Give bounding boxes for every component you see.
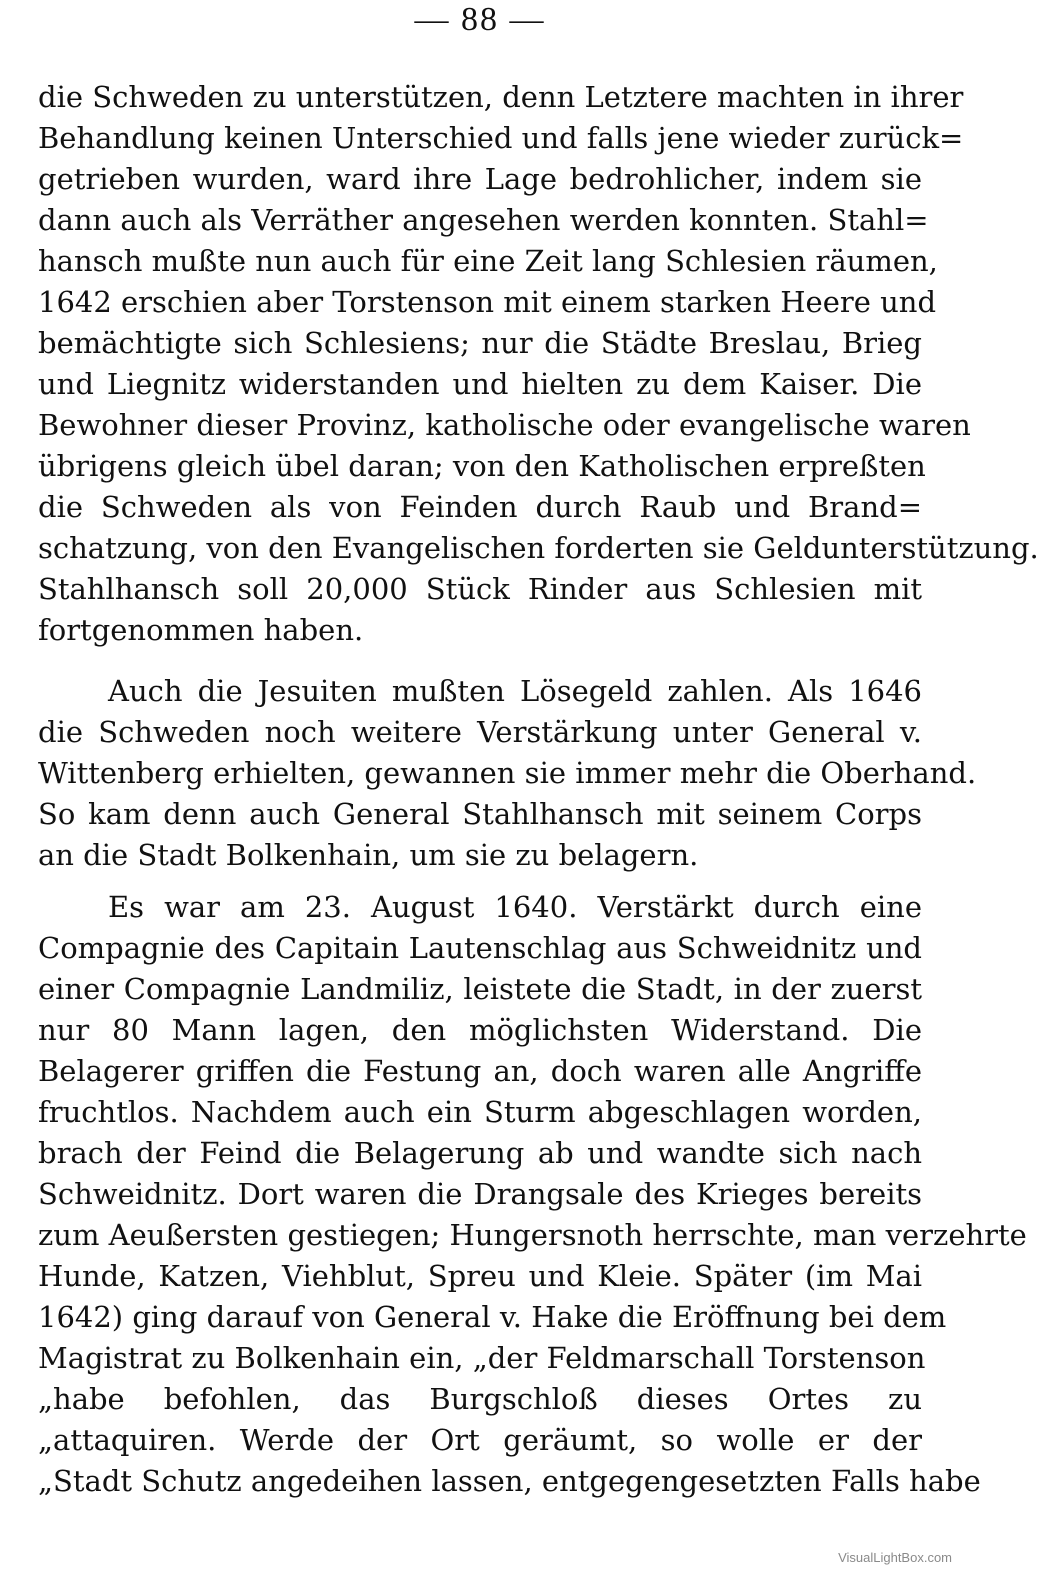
watermark: VisualLightBox.com [838,1550,952,1565]
page-number: — 88 — [414,1,546,38]
text-line: einer Compagnie Landmiliz, leistete die Stadt, in der zuerst [38,972,922,1006]
text-line: fruchtlos. Nachdem auch ein Sturm abgeschlagen worden, [38,1095,922,1129]
text-line: Auch die Jesuiten mußten Lösegeld zahlen. Als 1646 [108,674,922,708]
text-line: übrigens gleich übel daran; von den Katholischen erpreßten [38,449,926,483]
text-line: Magistrat zu Bolkenhain ein, „der Feldmarschall Torstenson [38,1341,926,1375]
text-line: zum Aeußersten gestiegen; Hungersnoth herrschte, man verzehrte [38,1218,1027,1252]
text-line: nur 80 Mann lagen, den möglichsten Widerstand. Die [38,1013,922,1047]
text-line: Compagnie des Capitain Lautenschlag aus Schweidnitz und [38,931,922,965]
text-line: „habe befohlen, das Burgschloß dieses Ortes zu [38,1382,922,1416]
text-line: und Liegnitz widerstanden und hielten zu dem Kaiser. Die [38,367,922,401]
text-line: schatzung, von den Evangelischen forderten sie Geldunterstützung. [38,531,1039,565]
text-line: hansch mußte nun auch für eine Zeit lang Schlesien räumen, [38,244,938,278]
text-line: 1642 erschien aber Torstenson mit einem starken Heere und [38,285,937,319]
text-line: Stahlhansch soll 20,000 Stück Rinder aus Schlesien mit [38,572,922,606]
text-line: Schweidnitz. Dort waren die Drangsale des Krieges bereits [38,1177,922,1211]
text-line: So kam denn auch General Stahlhansch mit seinem Corps [38,797,922,831]
text-line: dann auch als Verräther angesehen werden konnten. Stahl= [38,203,929,237]
text-line: die Schweden noch weitere Verstärkung unter General v. [38,715,922,749]
text-line: 1642) ging darauf von General v. Hake die Eröffnung bei dem [38,1300,947,1334]
text-line: an die Stadt Bolkenhain, um sie zu belagern. [38,838,699,872]
paragraph-2 [38,671,977,876]
text-line: fortgenommen haben. [38,613,364,647]
text-line: „Stadt Schutz angedeihen lassen, entgegengesetzten Falls habe [38,1464,981,1498]
text-line: Belagerer griffen die Festung an, doch waren alle Angriffe [38,1054,922,1088]
text-line: Bewohner dieser Provinz, katholische oder evangelische waren [38,408,971,442]
text-line: Wittenberg erhielten, gewannen sie immer mehr die Oberhand. [38,756,977,790]
text-line: bemächtigte sich Schlesiens; nur die Städte Breslau, Brieg [38,326,922,360]
text-line: die Schweden als von Feinden durch Raub und Brand= [38,490,922,524]
paragraph-1 [38,77,1039,651]
paragraph-3 [38,887,1027,1502]
text-line: die Schweden zu unterstützen, denn Letztere machten in ihrer [38,80,964,114]
text-line: brach der Feind die Belagerung ab und wandte sich nach [38,1136,922,1170]
text-line: Behandlung keinen Unterschied und falls jene wieder zurück= [38,121,964,155]
text-line: Hunde, Katzen, Viehblut, Spreu und Kleie. Später (im Mai [38,1259,922,1293]
text-line: getrieben wurden, ward ihre Lage bedrohlicher, indem sie [38,162,922,196]
text-line: „attaquiren. Werde der Ort geräumt, so wolle er der [38,1423,922,1457]
text-line: Es war am 23. August 1640. Verstärkt durch eine [108,890,922,924]
